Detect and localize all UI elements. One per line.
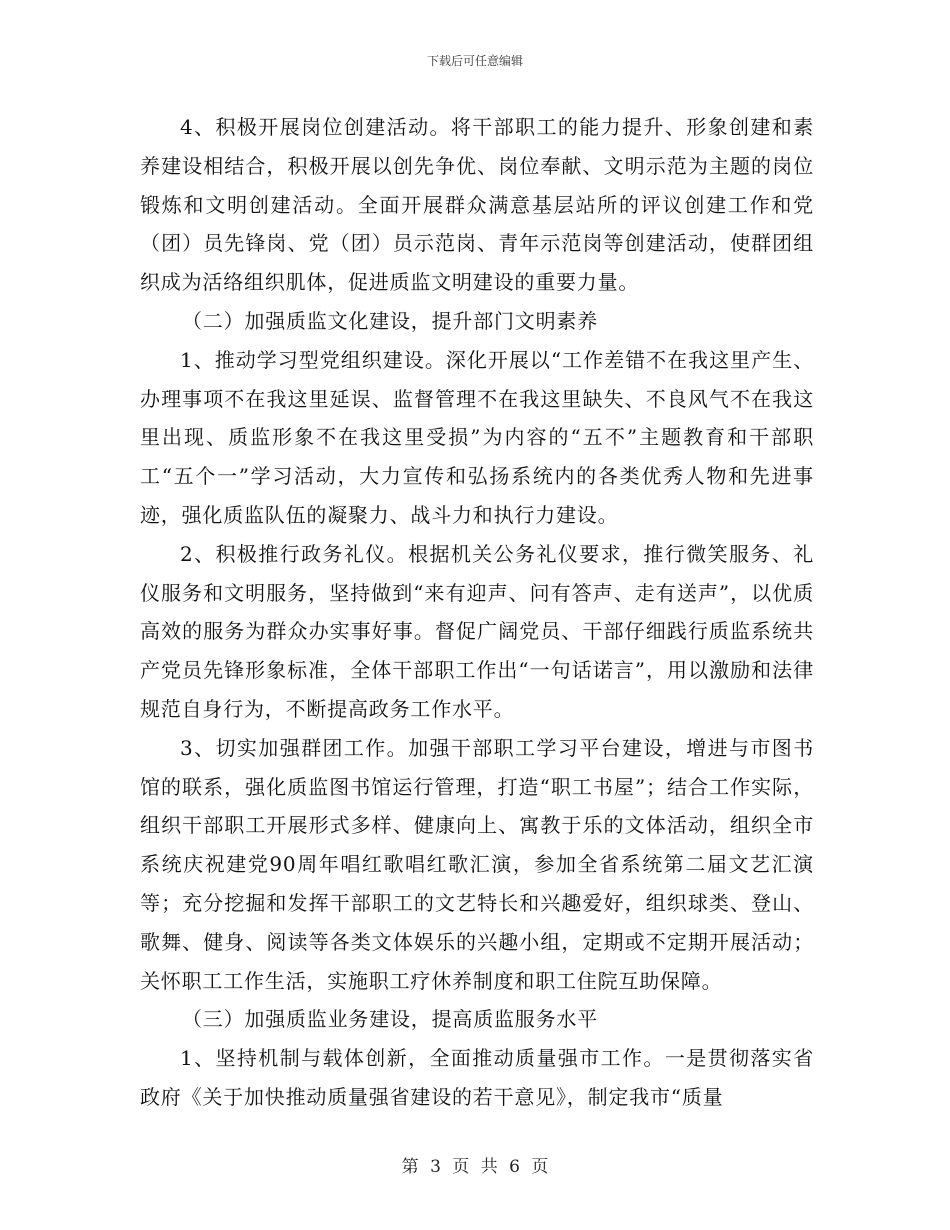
page-footer: 第 3 页 共 6 页 [401,1157,549,1177]
paragraph: 3、切实加强群团工作。加强干部职工学习平台建设，增进与市图书馆的联系，强化质监图书馆运行管理，打造“职工书屋”；结合工作实际，组织干部职工开展形式多样、健康向上、寓教于乐的文体活动，组织全市系统庆祝建党90周年唱红歌唱红歌汇演，参加全省系统第二届文艺汇演等；充分挖掘和发挥干部职工的文艺特长和兴趣爱好，组织球类、登山、歌舞、健身、阅读等各类文体娱乐的兴趣小组，定期或不定期开展活动；关怀职工工作生活，实施职工疗休养制度和职工住院互助保障。 [140,735,814,993]
document-body [140,108,814,1117]
paragraph: 1、坚持机制与载体创新，全面推动质量强市工作。一是贯彻落实省政府《关于加快推动质量强省建设的若干意见》，制定我市“质量 [140,1046,814,1109]
paragraph: 4、积极开展岗位创建活动。将干部职工的能力提升、形象创建和素养建设相结合，积极开展以创先争优、岗位奉献、文明示范为主题的岗位锻炼和文明创建活动。全面开展群众满意基层站所的评议创建工作和党（团）员先锋岗、党（团）员示范岗、青年示范岗等创建活动，使群团组织成为活络组织肌体，促进质监文明建设的重要力量。 [140,115,814,295]
page-header: 下载后可任意编辑 [426,54,523,68]
section-heading: （二）加强质监文化建设，提升部门文明素养 [182,308,598,333]
paragraph: 2、积极推行政务礼仪。根据机关公务礼仪要求，推行微笑服务、礼仪服务和文明服务，坚持做到“来有迎声、问有答声、走有送声”，以优质高效的服务为群众办实事好事。督促广阔党员、干部仔细践行质监系统共产党员先锋形象标准，全体干部职工作出“一句话诺言”，用以激励和法律规范自身行为，不断提高政务工作水平。 [140,541,814,721]
paragraph: 1、推动学习型党组织建设。深化开展以“工作差错不在我这里产生、办理事项不在我这里延误、监督管理不在我这里缺失、不良风气不在我这里出现、质监形象不在我这里受损”为内容的“五不”主题教育和干部职工“五个一”学习活动，大力宣传和弘扬系统内的各类优秀人物和先进事迹，强化质监队伍的凝聚力、战斗力和执行力建设。 [140,347,814,527]
section-heading: （三）加强质监业务建设，提高质监服务水平 [182,1007,598,1032]
